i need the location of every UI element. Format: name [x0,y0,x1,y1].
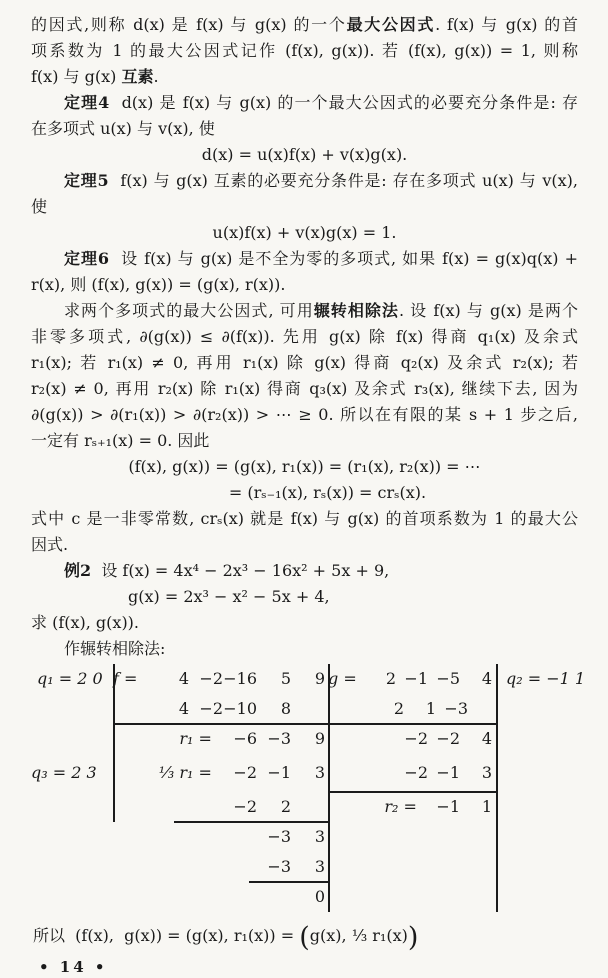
text-line [31,532,578,558]
text-segment: 设 f(x) 与 g(x) 是不全为零的多项式, 如果 f(x) = g(x)q(x) + [109,249,578,268]
equation-line [31,584,578,610]
spacer [328,724,396,754]
text-segment: 式中 c 是一非零常数, crₛ(x) 就是 f(x) 与 g(x) 的首项系数为 1 的最大公 [31,509,578,528]
equation-line [31,454,578,480]
table-cell: 2 [385,669,396,688]
table-cell: 1 [481,797,492,816]
big-paren-close: ) [407,922,419,953]
quotient-column-left [25,664,113,912]
table-cell: −2 [404,763,428,782]
text-segment: . f(x) 与 g(x) 的首 [435,15,578,34]
conclusion-line [31,918,578,954]
equation-line [31,142,578,168]
text-line [31,428,578,454]
table-row [113,822,328,852]
text-segment: ∂(g(x)) > ∂(r₁(x)) > ∂(r₂(x)) > ⋯ ≥ 0. 所以在有限的某 s + 1 步之后, [31,405,578,424]
equation-line [31,480,578,506]
table-cell: −10 [223,699,257,718]
table-row [113,792,328,822]
table-cell: −1 [267,763,291,782]
text-segment-bold: 最大公因式 [346,15,436,34]
table-cell: −2 [404,729,428,748]
rule-line [249,881,328,883]
table-cell: 9 [314,669,325,688]
spacer [113,882,291,912]
text-line [31,376,578,402]
text-segment: 非零多项式, ∂(g(x)) ≤ ∂(f(x)). 先用 g(x) 除 f(x) 得商 q₁(x) 及余式 [31,327,578,346]
g-division-section [328,664,496,912]
table-row [328,694,496,724]
quotient-label-q2: q₂ = −1 1 [506,669,586,688]
table-cell: −6 [233,729,257,748]
table-cell: 8 [280,699,291,718]
table-row [113,724,328,754]
text-line [31,194,578,220]
theorem-6-line [31,246,578,272]
rule-line [113,723,328,725]
theorem-label: 定理5 [64,171,109,190]
text-line [31,402,578,428]
table-cell: −5 [436,669,460,688]
text-line [31,38,578,64]
body-text [31,12,578,662]
theorem-label: 定理4 [64,93,110,112]
text-line [31,12,578,38]
table-cell: −2 [233,763,257,782]
table-cell: 3 [481,763,492,782]
text-line [31,324,578,350]
row-label: ⅓ r₁ = [158,763,217,782]
spacer [113,822,257,852]
row-label: r₁ = [179,729,217,748]
text-segment: f(x) 与 g(x) [31,67,122,86]
text-segment-bold: 互素 [121,67,154,86]
table-cell: −1 [436,797,460,816]
table-row [113,852,328,882]
table-cell: −1 [404,669,428,688]
text-line [31,116,578,142]
division-table [25,664,600,912]
text-segment: 求 (f(x), g(x)). [31,613,140,632]
table-row [328,664,496,694]
table-cell: −2 [436,729,460,748]
table-cell: −3 [267,729,291,748]
table-cell: 1 [425,699,436,718]
text-segment: 的因式,则称 d(x) 是 f(x) 与 g(x) 的一个 [31,15,347,34]
example-2-line [31,558,578,584]
table-cell: 4 [178,669,189,688]
spacer [113,792,223,822]
text-line [31,506,578,532]
table-cell: 0 [314,887,325,906]
equation: (f(x), g(x)) = (g(x), r₁(x)) = (r₁(x), r₂(x)) = ⋯ [128,457,481,476]
text-segment: 所以 (f(x), g(x)) = (g(x), r₁(x)) = [33,926,300,945]
equation: = (rₛ₋₁(x), rₛ(x)) = crₛ(x). [228,483,427,502]
table-cell: −2 [199,669,223,688]
table-row [328,792,496,822]
spacer [328,694,372,724]
table-cell: 2 [393,699,404,718]
text-segment: 因式. [31,535,69,554]
text-segment: 使 [31,197,48,216]
equation: u(x)f(x) + v(x)g(x) = 1. [212,223,397,242]
rule-line [328,723,496,725]
text-line [31,64,578,90]
table-cell: 4 [178,699,189,718]
text-segment: 作辗转相除法: [64,639,166,658]
theorem-4-line [31,90,578,116]
text-segment: . [153,67,159,86]
row-label: f = [113,669,143,688]
table-cell: −3 [267,857,291,876]
page-number: • 14 • [39,958,108,976]
table-cell: −3 [444,699,468,718]
table-cell: 3 [314,857,325,876]
table-row [113,694,328,724]
equation: d(x) = u(x)f(x) + v(x)g(x). [201,145,408,164]
table-cell: −3 [267,827,291,846]
equation: g(x) = 2x³ − x² − 5x + 4, [128,587,330,606]
table-cell: 5 [280,669,291,688]
spacer [113,694,155,724]
quotient-label-q3: q₃ = 2 3 [31,763,97,782]
row-label: g = [328,669,362,688]
table-row [113,664,328,694]
text-segment: r(x), 则 (f(x), g(x)) = (g(x), r(x)). [31,275,286,294]
text-segment: r₁(x); 若 r₁(x) ≠ 0, 再用 r₁(x) 除 g(x) 得商 q₂(x) 及余式 r₂(x); 若 [31,353,578,372]
table-cell: −16 [223,669,257,688]
text-segment: d(x) 是 f(x) 与 g(x) 的一个最大公因式的必要充分条件是: 存 [109,93,578,112]
table-cell: 4 [481,729,492,748]
table-cell: 2 [280,797,291,816]
rule-line [328,791,496,793]
row-label: r₂ = [384,797,422,816]
text-line [31,610,578,636]
text-line [31,298,578,324]
text-segment: 设 f(x) = 4x⁴ − 2x³ − 16x² + 5x + 9, [91,561,390,580]
text-segment: 求两个多项式的最大公因式, 可用 [64,301,314,320]
quotient-label-q1: q₁ = 2 0 [37,669,103,688]
table-cell: −2 [199,699,223,718]
text-segment: 项系数为 1 的最大公因式记作 (f(x), g(x)). 若 (f(x), g(x)) = 1, 则称 [31,41,578,60]
text-segment: f(x) 与 g(x) 互素的必要充分条件是: 存在多项式 u(x) 与 v(x), [108,171,578,190]
text-segment: 在多项式 u(x) 与 v(x), 使 [31,119,215,138]
f-division-section [113,664,328,912]
table-cell: 3 [314,827,325,846]
spacer [328,754,396,792]
text-segment: r₂(x) ≠ 0, 再用 r₂(x) 除 r₁(x) 得商 q₃(x) 及余式 r₃(x), 继续下去, 因为 [31,379,578,398]
table-cell: −1 [436,763,460,782]
text-line [31,350,578,376]
theorem-label: 定理6 [64,249,110,268]
table-row [113,882,328,912]
example-label: 例2 [64,561,92,580]
table-row [113,754,328,792]
equation-line [31,220,578,246]
table-cell: 3 [314,763,325,782]
table-row [328,754,496,792]
text-segment: 一定有 rₛ₊₁(x) = 0. 因此 [31,431,210,450]
table-cell: 9 [314,729,325,748]
text-segment: g(x), ⅓ r₁(x) [309,926,408,945]
text-segment-bold: 辗转相除法 [313,301,399,320]
text-segment: . 设 f(x) 与 g(x) 是两个 [398,301,578,320]
quotient-column-right [496,664,600,912]
big-paren-open: ( [299,922,310,953]
spacer [113,852,257,882]
table-row [328,724,496,754]
text-line [31,272,578,298]
theorem-5-line [31,168,578,194]
text-line [31,636,578,662]
rule-line [174,821,328,823]
table-cell: −2 [233,797,257,816]
table-cell: 4 [481,669,492,688]
